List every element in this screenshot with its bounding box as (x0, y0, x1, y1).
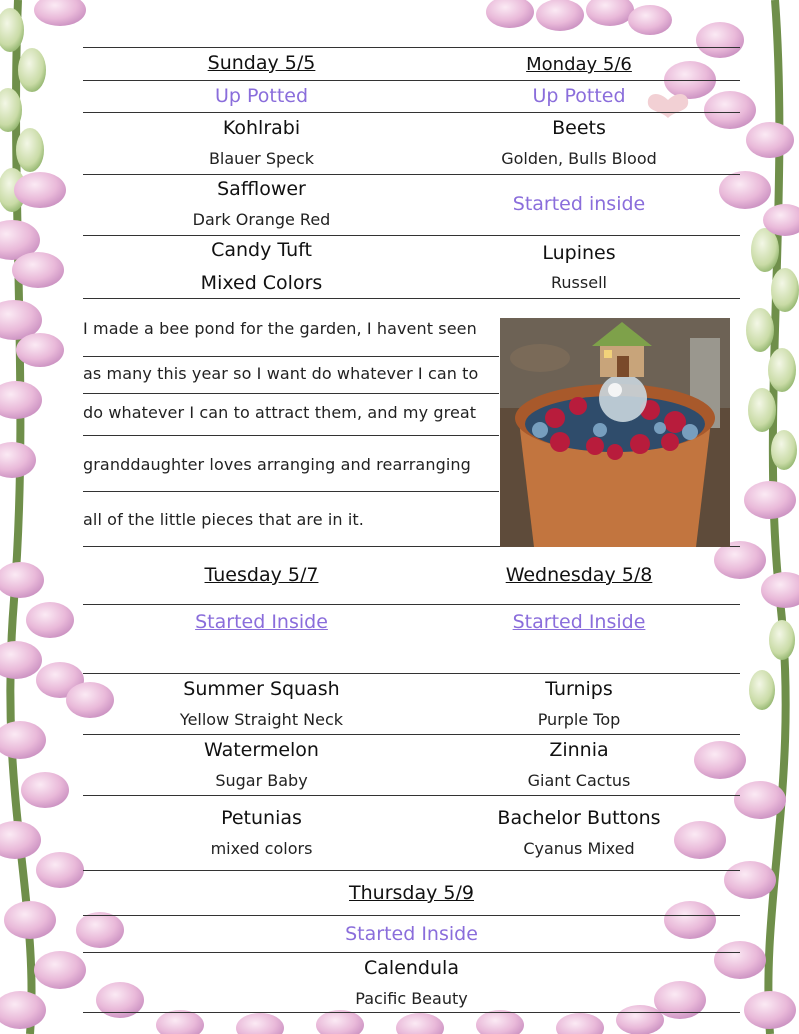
plant-name: Beets (552, 117, 606, 139)
plant-name: Kohlrabi (222, 117, 301, 139)
divider (83, 734, 740, 735)
plant-variety: Cyanus Mixed (523, 839, 635, 858)
plant-name: Petunias (221, 807, 302, 829)
story-line: granddaughter loves arranging and rearranging (83, 455, 471, 474)
plant-variety: Mixed Colors (200, 272, 323, 294)
plant-variety: Blauer Speck (208, 149, 315, 168)
plant-name: Calendula (364, 957, 459, 979)
thursday-status: Started Inside (345, 923, 478, 945)
plant-variety: Giant Cactus (527, 771, 631, 790)
story-line: I made a bee pond for the garden, I havent seen (83, 319, 477, 338)
divider (83, 952, 740, 953)
plant-name: Safflower (217, 178, 306, 200)
monday-heading: Monday 5/6 (526, 54, 632, 75)
plant-variety: Golden, Bulls Blood (501, 149, 657, 168)
sunday-status: Up Potted (214, 85, 309, 107)
divider (83, 870, 740, 871)
tuesday-heading: Tuesday 5/7 (204, 564, 319, 586)
divider (83, 112, 740, 113)
story-line: as many this year so I want do whatever I can to (83, 364, 479, 383)
plant-variety: Pacific Beauty (355, 989, 468, 1008)
plant-variety: mixed colors (210, 839, 313, 858)
divider (83, 298, 740, 299)
plant-name: Summer Squash (183, 678, 340, 700)
plant-name: Candy Tuft (211, 239, 312, 261)
bee-pond-photo (500, 318, 730, 547)
plant-variety: Yellow Straight Neck (179, 710, 344, 729)
divider (83, 1012, 740, 1013)
divider (83, 356, 499, 357)
plant-name: Zinnia (549, 739, 609, 761)
plant-name: Turnips (545, 678, 613, 700)
divider (83, 47, 740, 48)
plant-variety: Russell (551, 273, 607, 292)
plant-variety: Purple Top (537, 710, 621, 729)
plant-variety: Sugar Baby (215, 771, 308, 790)
divider (83, 80, 740, 81)
story-line: all of the little pieces that are in it. (83, 510, 364, 529)
divider (83, 673, 740, 674)
divider (83, 795, 740, 796)
plant-name: Lupines (542, 242, 616, 264)
divider (83, 235, 740, 236)
monday-status: Up Potted (532, 85, 626, 107)
tuesday-status: Started Inside (195, 611, 328, 633)
plant-variety: Dark Orange Red (192, 210, 331, 229)
divider (83, 604, 740, 605)
divider (83, 174, 740, 175)
monday-note: Started inside (512, 193, 646, 215)
wednesday-status: Started Inside (512, 611, 646, 633)
story-line: do whatever I can to attract them, and my great (83, 403, 477, 422)
divider (83, 435, 499, 436)
thursday-heading: Thursday 5/9 (349, 882, 474, 904)
wednesday-heading: Wednesday 5/8 (505, 564, 653, 586)
divider (83, 915, 740, 916)
divider (83, 393, 499, 394)
plant-name: Bachelor Buttons (497, 807, 661, 829)
sunday-heading: Sunday 5/5 (207, 52, 316, 74)
divider (83, 491, 499, 492)
plant-name: Watermelon (204, 739, 319, 761)
